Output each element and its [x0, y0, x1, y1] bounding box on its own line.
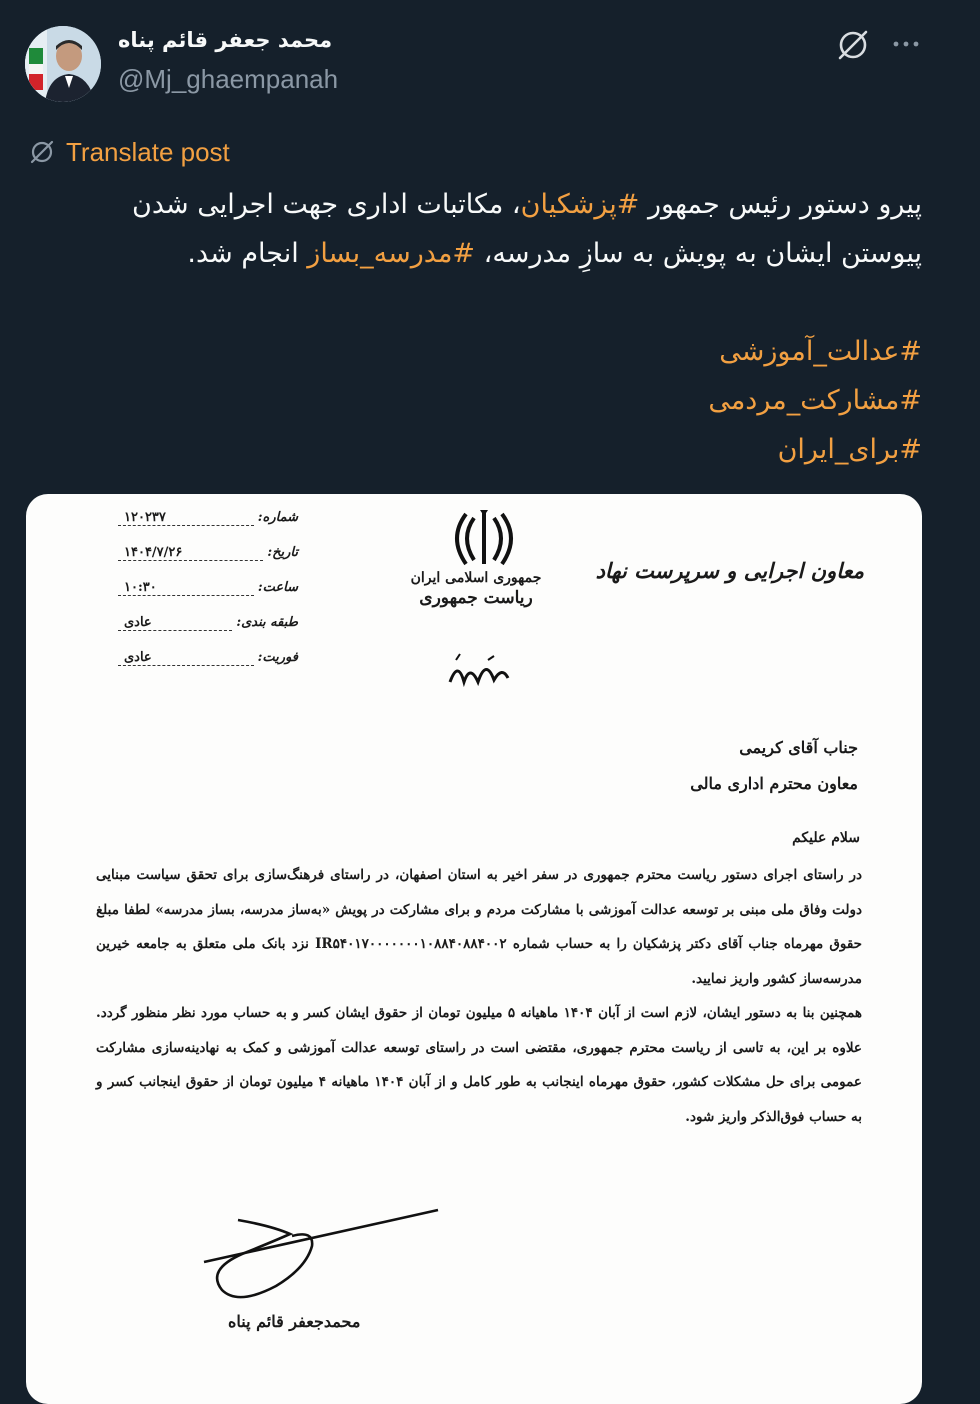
issuing-office: معاون اجرایی و سرپرست نهاد — [595, 558, 864, 583]
recipient-title: معاون محترم اداری مالی — [690, 774, 858, 793]
hashtag-link[interactable]: #برای_ایران — [777, 434, 922, 465]
grok-icon — [834, 26, 872, 64]
signer-name: محمدجعفر قائم پناه — [228, 1312, 361, 1331]
meta-label: تاریخ: — [267, 545, 298, 560]
translate-post-link[interactable] — [28, 136, 230, 168]
author-handle[interactable]: @Mj_ghaempanah — [118, 64, 339, 94]
meta-value: ۱۴۰۴/۷/۲۶ — [118, 545, 263, 561]
more-icon — [888, 26, 924, 62]
official-letter — [26, 494, 922, 1404]
meta-row — [118, 650, 298, 685]
hashtag-link[interactable]: #مدرسه_بساز — [307, 238, 476, 269]
iran-emblem-icon — [444, 508, 524, 568]
hashtag-link[interactable]: #مشارکت_مردمی — [708, 385, 922, 416]
meta-row — [118, 510, 298, 545]
letter-paragraph: همچنین بنا به دستور ایشان، لازم است از آبان ۱۴۰۴ ماهیانه ۵ میلیون تومان از حقوق ایشان کسر و به حساب مورد نظر منظور گردد. علاوه بر این، به تاسی از ریاست محترم جمهوری، مقتضی است در راستای توسعه عدالت آموزشی و کمک به نهادینه‌سازی مشارکت عمومی برای حل مشکلات کشور، حقوق مهرماه اینجانب به طور کامل و از آبان ۱۴۰۴ ماهیانه ۴ میلیون تومان از حقوق اینجانب کسر و به حساب فوق‌الذکر واریز شود. — [96, 1005, 862, 1125]
post-text-segment: پیرو دستور رئیس جمهور — [639, 189, 922, 220]
signature-icon — [202, 1206, 442, 1316]
letter-meta — [118, 510, 298, 685]
post-text — [46, 180, 922, 474]
author-display-name[interactable]: محمد جعفر قائم پناه — [118, 28, 333, 52]
post-paragraph — [46, 180, 922, 278]
letter-paragraph: در راستای اجرای دستور ریاست محترم جمهوری در سفر اخیر به استان اصفهان، در راستای فرهنگ‌سازی برای تحقق سیاست مبنایی دولت وفاق ملی مبنی بر توسعه عدالت آموزشی با مشارکت مردم و برای مشارکت در پویش «به‌ساز مدرسه، بساز مدرسه» لطفا مبلغ حقوق مهرماه جناب آقای دکتر پزشکیان را به حساب شماره IR۵۴۰۱۷۰۰۰۰۰۰۰۱۰۸۸۴۰۸۸۴۰۰۲ نزد بانک ملی متعلق به جامعه خیرین مدرسه‌ساز کشور واریز نمایید. — [96, 867, 862, 987]
letter-body — [96, 858, 862, 1134]
letter-greeting: سلام علیکم — [792, 830, 860, 846]
meta-row — [118, 615, 298, 650]
hashtag-link[interactable]: #عدالت_آموزشی — [719, 336, 922, 367]
meta-label: ساعت: — [257, 580, 298, 595]
meta-label: شماره: — [257, 510, 298, 525]
meta-value: عادی — [118, 650, 254, 666]
translate-label: Translate post — [66, 136, 230, 167]
more-options-button[interactable] — [888, 26, 924, 62]
besmellah-calligraphy-icon — [444, 652, 514, 692]
post-media-image[interactable] — [26, 494, 922, 1404]
grok-button[interactable] — [834, 26, 872, 64]
meta-value: ۱۰:۳۰ — [118, 580, 254, 596]
emblem-line: جمهوری اسلامی ایران — [410, 570, 542, 586]
emblem-line: ریاست جمهوری — [419, 588, 533, 608]
author-avatar[interactable] — [25, 26, 101, 102]
letter-recipient — [690, 730, 858, 802]
meta-label: فوریت: — [257, 650, 298, 665]
meta-row — [118, 580, 298, 615]
meta-label: طبقه بندی: — [236, 615, 298, 630]
meta-row — [118, 545, 298, 580]
meta-value: ۱۲۰۲۳۷ — [118, 510, 254, 526]
recipient-name: جناب آقای کریمی — [739, 738, 858, 757]
hashtag-link[interactable]: #پزشکیان — [520, 189, 640, 220]
post-text-segment: ، مکاتبات اداری جهت اجرایی شدن پیوستن ایشان به پویش به سازِ مدرسه، — [132, 189, 922, 269]
translate-icon — [28, 138, 56, 166]
post-text-segment: انجام شد. — [187, 238, 308, 269]
meta-value: عادی — [118, 615, 232, 631]
avatar-photo — [25, 26, 101, 102]
emblem-caption — [406, 568, 546, 608]
